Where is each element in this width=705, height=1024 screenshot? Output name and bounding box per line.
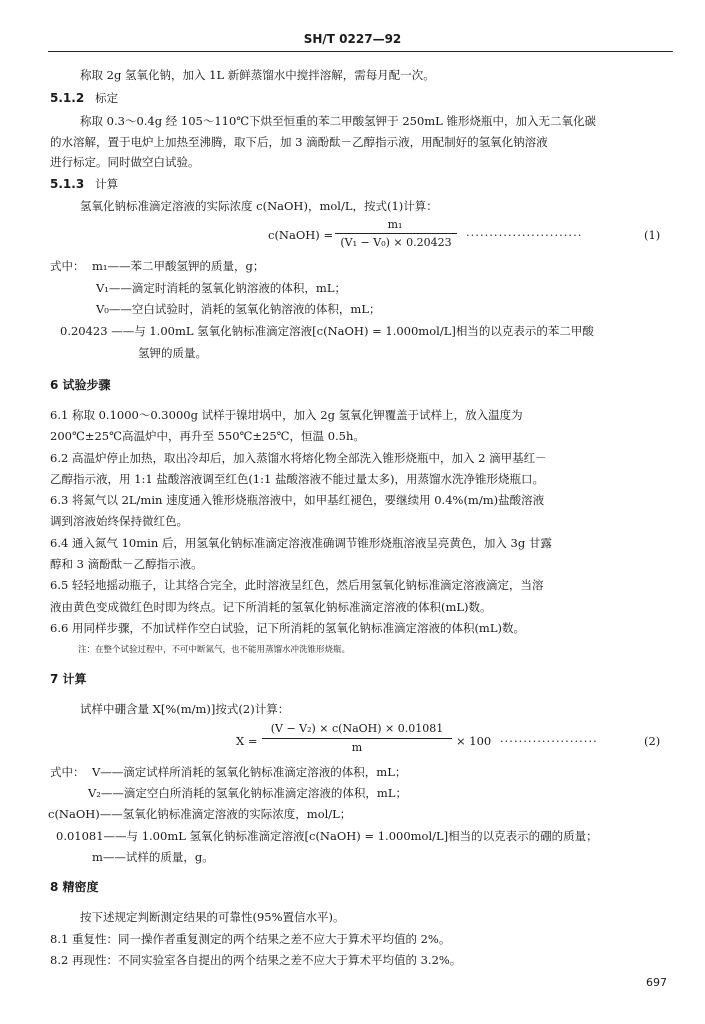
step-note: 注：在整个试验过程中，不可中断氮气，也不能用蒸馏水冲洗锥形烧瓶。 — [78, 645, 351, 655]
const-0-20423-cont: 氢钾的质量。 — [138, 346, 207, 360]
var-v: V——滴定试样所消耗的氢氧化钠标准滴定溶液的体积，mL； — [92, 765, 407, 779]
precision-intro: 按下述规定判断测定结果的可靠性(95%置信水平)。 — [80, 910, 345, 924]
formula-2-leader: ····················· — [500, 734, 598, 748]
section-number: 5.1.2 — [50, 91, 85, 105]
calibration-line-3: 进行标定。同时做空白试验。 — [50, 155, 200, 169]
var-v2: V₂——滴定空白所消耗的氢氧化钠标准滴定溶液的体积，mL； — [88, 786, 407, 800]
var-m1: m₁——苯二甲酸氢钾的质量，g； — [92, 259, 265, 273]
page-number: 697 — [646, 976, 667, 989]
formula-2-tag: (2) — [644, 734, 661, 748]
reagent-prep-line: 称取 2g 氢氧化钠，加入 1L 新鲜蒸馏水中搅拌溶解，需每月配一次。 — [80, 68, 435, 82]
formula-2-fraction-bar — [262, 738, 452, 739]
section-title: 计算 — [95, 177, 119, 191]
step-6-3-line-1: 6.3 将氮气以 2L/min 速度通入锥形烧瓶溶液中，如甲基红褪色，要继续用 0.4%(m/m)盐酸溶液 — [50, 493, 545, 507]
standard-code-header: SH/T 0227—92 — [303, 32, 402, 46]
step-6-6: 6.6 用同样步骤，不加试样作空白试验，记下所消耗的氢氧化钠标准滴定溶液的体积(mL)数。 — [50, 621, 525, 635]
step-6-2-line-1: 6.2 高温炉停止加热，取出冷却后，加入蒸馏水将熔化物全部洗入锥形烧瓶中，加入 2 滴甲基红－ — [50, 451, 547, 465]
formula-1-denominator: (V₁ − V₀) × 0.20423 — [340, 236, 452, 249]
formula-2-tail: × 100 — [456, 734, 492, 748]
boron-intro: 试样中硼含量 X[%(m/m)]按式(2)计算： — [80, 702, 290, 716]
step-6-5-line-1: 6.5 轻轻地摇动瓶子，让其络合完全，此时溶液呈红色，然后用氢氧化钠标准滴定溶液滴定，当溶 — [50, 578, 544, 592]
step-6-4-line-2: 醇和 3 滴酚酞－乙醇指示液。 — [50, 557, 203, 571]
var-v1: V₁——滴定时消耗的氢氧化钠溶液的体积，mL； — [96, 281, 346, 295]
where-label: 式中： — [50, 259, 85, 273]
step-6-5-line-2: 液由黄色变成微红色时即为终点。记下所消耗的氢氧化钠标准滴定溶液的体积(mL)数。 — [50, 600, 492, 614]
formula-1-fraction-bar — [335, 233, 457, 234]
header-rule — [48, 51, 673, 52]
const-0-20423: 0.20423 ——与 1.00mL 氢氧化钠标准滴定溶液[c(NaOH) = 1.000mol/L]相当的以克表示的苯二甲酸 — [60, 324, 594, 338]
formula-1-leader: ························· — [466, 228, 583, 242]
step-6-3-line-2: 调到溶液始终保持微红色。 — [50, 514, 188, 528]
formula-2-lhs: X = — [236, 734, 258, 748]
step-6-1-line-2: 200℃±25℃高温炉中，再升至 550℃±25℃，恒温 0.5h。 — [50, 429, 365, 443]
section-5-1-3-heading — [50, 177, 118, 191]
section-5-1-2-heading — [50, 91, 118, 105]
formula-1-tag: (1) — [644, 228, 661, 242]
var-c-naoh: c(NaOH)——氢氧化钠标准滴定溶液的实际浓度，mol/L； — [48, 807, 352, 821]
calibration-line-1: 称取 0.3～0.4g 经 105～110℃下烘至恒重的苯二甲酸氢钾于 250mL 锥形烧瓶中，加入无二氧化碳 — [80, 114, 596, 128]
concentration-intro: 氢氧化钠标准滴定溶液的实际浓度 c(NaOH)，mol/L，按式(1)计算： — [80, 199, 438, 213]
repeatability: 8.1 重复性：同一操作者重复测定的两个结果之差不应大于算术平均值的 2%。 — [50, 932, 451, 946]
step-6-2-line-2: 乙醇指示液，用 1:1 盐酸溶液调至红色(1:1 盐酸溶液不能过量太多)，用蒸馏水洗净锥形烧瓶口。 — [50, 472, 544, 486]
formula-1-lhs: c(NaOH) = — [268, 228, 334, 242]
var-m: m——试样的质量，g。 — [92, 850, 214, 864]
step-6-1-line-1: 6.1 称取 0.1000～0.3000g 试样于镍坩埚中，加入 2g 氢氧化钾覆盖于试样上，放入温度为 — [50, 408, 523, 422]
where-label-2: 式中： — [50, 765, 85, 779]
section-7-title: 7 计算 — [50, 672, 87, 686]
section-8-title: 8 精密度 — [50, 880, 99, 894]
const-0-01081: 0.01081——与 1.00mL 氢氧化钠标准滴定溶液[c(NaOH) = 1.000mol/L]相当的以克表示的硼的质量； — [56, 829, 598, 843]
section-number: 5.1.3 — [50, 177, 85, 191]
step-6-4-line-1: 6.4 通入氮气 10min 后，用氢氧化钠标准滴定溶液准确调节锥形烧瓶溶液呈亮黄色，加入 3g 甘露 — [50, 536, 552, 550]
reproducibility: 8.2 再现性：不同实验室各自提出的两个结果之差不应大于算术平均值的 3.2%。 — [50, 953, 462, 967]
var-v0: V₀——空白试验时，消耗的氢氧化钠溶液的体积，mL； — [96, 302, 381, 316]
section-title: 标定 — [95, 91, 119, 105]
section-6-title: 6 试验步骤 — [50, 378, 111, 392]
formula-2-denominator: m — [351, 741, 363, 754]
formula-1-numerator: m₁ — [387, 218, 403, 231]
calibration-line-2: 的水溶解，置于电炉上加热至沸腾，取下后，加 3 滴酚酞－乙醇指示液，用配制好的氢氧化钠溶液 — [50, 135, 548, 149]
formula-2-numerator: (V − V₂) × c(NaOH) × 0.01081 — [270, 722, 444, 735]
